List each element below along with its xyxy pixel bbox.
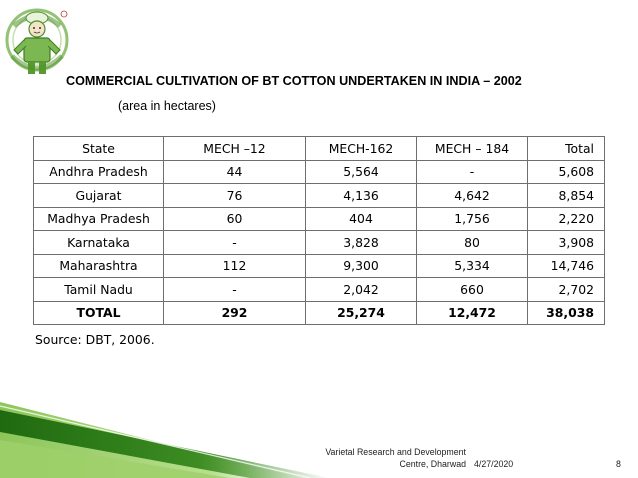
cell-mech-12: 44 — [164, 160, 306, 184]
header-state: State — [34, 137, 164, 161]
table-row — [34, 207, 605, 231]
slide-title: COMMERCIAL CULTIVATION OF BT COTTON UNDERTAKEN IN INDIA – 2002 — [66, 74, 522, 88]
cell-total: 8,854 — [528, 184, 605, 208]
cell-mech-12: 60 — [164, 207, 306, 231]
table-row — [34, 278, 605, 302]
footer-org-line-2: Centre, Dharwad — [399, 458, 466, 469]
cell-mech-184: 80 — [417, 231, 528, 255]
slide-subtitle: (area in hectares) — [118, 99, 216, 113]
header-mech-12: MECH –12 — [164, 137, 306, 161]
cell-mech-162: 404 — [306, 207, 417, 231]
footer-date: 4/27/2020 — [474, 459, 514, 469]
footer-organization — [300, 447, 466, 470]
table-row — [34, 231, 605, 255]
cell-state: Gujarat — [34, 184, 164, 208]
header-mech-184: MECH – 184 — [417, 137, 528, 161]
cell-state: Madhya Pradesh — [34, 207, 164, 231]
table-row — [34, 160, 605, 184]
cell-total: 2,220 — [528, 207, 605, 231]
cell-total: 2,702 — [528, 278, 605, 302]
cell-mech-12: - — [164, 278, 306, 302]
header-mech-162: MECH-162 — [306, 137, 417, 161]
mascot-logo-icon — [4, 4, 70, 86]
cell-total: 14,746 — [528, 254, 605, 278]
cell-mech-12: 112 — [164, 254, 306, 278]
cell-mech-184: 660 — [417, 278, 528, 302]
table-total-row — [34, 301, 605, 325]
header-total: Total — [528, 137, 605, 161]
cell-mech-162: 25,274 — [306, 301, 417, 325]
cell-total: 38,038 — [528, 301, 605, 325]
cell-mech-162: 5,564 — [306, 160, 417, 184]
cell-state: TOTAL — [34, 301, 164, 325]
cell-mech-184: 12,472 — [417, 301, 528, 325]
cell-total: 5,608 — [528, 160, 605, 184]
cell-state: Karnataka — [34, 231, 164, 255]
cell-state: Tamil Nadu — [34, 278, 164, 302]
table-header-row — [34, 137, 605, 161]
page-number: 8 — [616, 459, 621, 469]
cell-state: Maharashtra — [34, 254, 164, 278]
source-note: Source: DBT, 2006. — [35, 332, 155, 347]
cell-mech-184: 5,334 — [417, 254, 528, 278]
table-row — [34, 254, 605, 278]
cell-mech-184: - — [417, 160, 528, 184]
cell-mech-12: 292 — [164, 301, 306, 325]
cell-mech-162: 4,136 — [306, 184, 417, 208]
cell-mech-184: 4,642 — [417, 184, 528, 208]
cultivation-table — [33, 136, 605, 325]
cell-mech-12: 76 — [164, 184, 306, 208]
cell-mech-12: - — [164, 231, 306, 255]
cell-mech-184: 1,756 — [417, 207, 528, 231]
table-row — [34, 184, 605, 208]
cell-mech-162: 3,828 — [306, 231, 417, 255]
footer-org-line-1: Varietal Research and Development — [325, 447, 466, 457]
cell-total: 3,908 — [528, 231, 605, 255]
cell-mech-162: 2,042 — [306, 278, 417, 302]
cell-mech-162: 9,300 — [306, 254, 417, 278]
cell-state: Andhra Pradesh — [34, 160, 164, 184]
